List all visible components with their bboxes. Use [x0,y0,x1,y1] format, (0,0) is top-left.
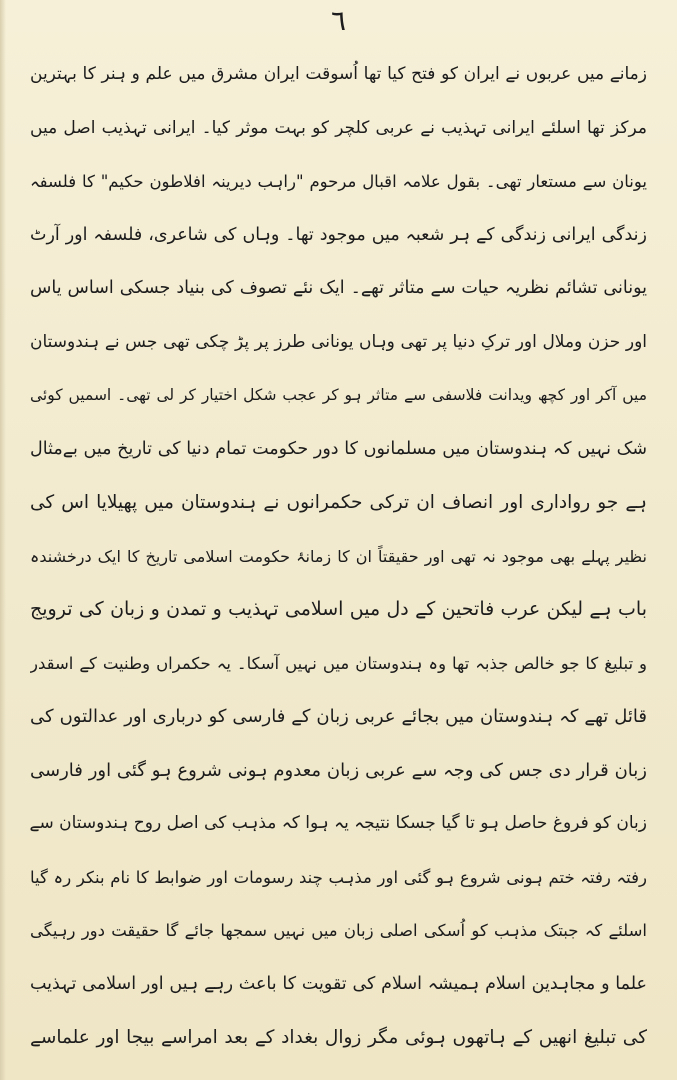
text-line: اسلئے کہ جبتک مذہب کو اُسکی اصلی زبان میں نہیں سمجھا جائے گا حقیقت دور رہیگی [30,921,647,940]
text-line: شک نہیں کہ ہندوستان میں مسلمانوں کا دور حکومت تمام دنیا کی تاریخ میں بےمثال [30,438,647,459]
text-line: زندگی ایرانی زندگی کے ہر شعبہ میں موجود تھا۔ وہاں کی شاعری، فلسفہ اور آرٹ [30,224,647,245]
text-line: باب ہے لیکن عرب فاتحین کے دل میں اسلامی تہذیب و تمدن و زبان کی ترویج [30,598,647,620]
urdu-text-block [30,48,647,1065]
text-line: زبان قرار دی جس کی وجہ سے عربی زبان معدوم ہونی شروع ہو گئی اور فارسی [30,759,647,781]
text-line: کی تبلیغ انھیں کے ہاتھوں ہوئی مگر زوال بغداد کے بعد امراسے بیجا اور علماسے [30,1027,647,1048]
text-line: رفتہ رفتہ ختم ہونی شروع ہو گئی اور مذہب چند رسومات اور ضوابط کا نام بنکر رہ گیا [30,867,647,887]
text-line: یونانی تشائم نظریہ حیات سے متاثر تھے۔ ایک نئے تصوف کی بنیاد جسکی اساس یاس [30,278,647,298]
text-line: مرکز تھا اسلئے ایرانی تہذیب نے عربی کلچر کو بہت موثر کیا۔ ایرانی تہذیب اصل میں [30,117,647,138]
text-line: یونان سے مستعار تھی۔ بقول علامہ اقبال مرحوم "راہب دیرینہ افلاطون حکیم" کا فلسفہ [30,172,647,191]
text-line: زبان کو فروغ حاصل ہو تا گیا جسکا نتیجہ یہ ہوا کہ مذہب کی اصل روح ہندوستان سے [30,813,647,833]
text-line: اور حزن وملال اور ترکِ دنیا پر تھی وہاں یونانی طرز پر پڑ چکی تھی جس نے ہندوستان [30,331,647,352]
text-line: قائل تھے کہ ہندوستان میں بجائے عربی زبان کے فارسی کو درباری اور عدالتوں کی [30,706,647,727]
page-number: ٦ [330,4,347,37]
text-line: علما و مجاہدین اسلام ہمیشہ اسلام کی تقویت کا باعث رہے ہیں اور اسلامی تہذیب [30,973,647,994]
text-line: میں آکر اور کچھ ویدانت فلاسفی سے متاثر ہو کر عجب شکل اختیار کر لی تھی۔ اسمیں کوئی [30,386,647,404]
text-line: نظیر پہلے بھی موجود نہ تھی اور حقیقتاً ان کا زمانۂ حکومت اسلامی تاریخ کا ایک درخشندہ [30,546,647,566]
text-line: و تبلیغ کا جو خالص جذبہ تھا وہ ہندوستان میں نہیں آسکا۔ یہ حکمراں وطنیت کے اسقدر [30,653,647,673]
text-line: ہے جو رواداری اور انصاف ان ترکی حکمرانوں نے ہندوستان میں پھیلایا اس کی [30,492,647,513]
text-line: زمانے میں عربوں نے ایران کو فتح کیا تھا اُسوقت ایران مشرق میں علم و ہنر کا بہترین [30,64,647,84]
